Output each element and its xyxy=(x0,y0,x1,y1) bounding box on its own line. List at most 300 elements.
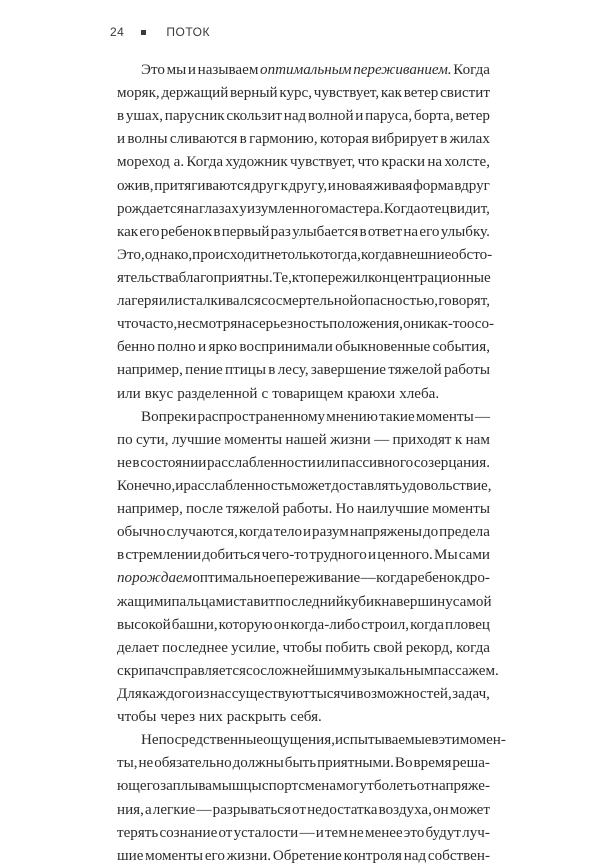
word: трудного xyxy=(309,547,367,564)
word: чего-то xyxy=(261,547,309,564)
word: внешние xyxy=(394,246,452,263)
word: нам xyxy=(465,431,490,448)
text-line xyxy=(117,822,490,845)
word: лесу, xyxy=(277,362,309,379)
word: нас xyxy=(209,685,232,702)
word: мнению xyxy=(326,408,378,425)
word: опасностью, xyxy=(357,293,439,310)
word: сознание xyxy=(159,824,218,841)
paragraph xyxy=(117,406,499,730)
word: быть xyxy=(284,755,317,772)
word: жизни. xyxy=(226,847,272,864)
running-head xyxy=(110,25,210,39)
text-line xyxy=(117,151,490,174)
word: к xyxy=(454,431,463,448)
word: на xyxy=(403,223,419,240)
word: живая xyxy=(373,177,413,194)
word: от xyxy=(416,778,431,795)
word: — xyxy=(299,824,315,841)
word: менее xyxy=(364,824,403,841)
word: реша- xyxy=(452,755,490,772)
word: и xyxy=(355,108,364,125)
word: моменты xyxy=(432,501,490,518)
word: дро- xyxy=(462,570,490,587)
word: в xyxy=(117,108,125,125)
word: глазах xyxy=(199,200,239,217)
word: в xyxy=(132,454,140,471)
text-line xyxy=(117,706,490,729)
word: на xyxy=(183,200,199,217)
word: ставит xyxy=(233,593,276,610)
word: — xyxy=(474,408,490,425)
text-line xyxy=(117,313,495,336)
word: них xyxy=(199,709,223,726)
word: Вопреки xyxy=(141,408,197,425)
word: должны xyxy=(232,755,284,772)
word: Конечно, xyxy=(117,477,176,494)
word: товарищем xyxy=(272,385,344,402)
word: чувствует, xyxy=(289,154,356,171)
word: вкус xyxy=(144,385,174,402)
word: и xyxy=(315,824,324,841)
word: вибрирует xyxy=(371,131,438,148)
word: верный xyxy=(230,85,278,102)
word: с xyxy=(261,385,269,402)
word: краски xyxy=(381,154,426,171)
word: пение xyxy=(185,362,223,379)
word: птицы xyxy=(225,362,267,379)
word: ярко xyxy=(208,339,238,356)
word: хлеба. xyxy=(399,385,440,402)
word: форма xyxy=(412,177,454,194)
word: когда xyxy=(376,570,410,587)
word: волны xyxy=(127,131,168,148)
word: или xyxy=(117,385,141,402)
word: вершину xyxy=(396,593,453,610)
word: время xyxy=(413,755,452,772)
word: видит, xyxy=(449,200,490,217)
word: сталкивался xyxy=(182,293,261,310)
word: заплыва xyxy=(160,778,212,795)
word: его xyxy=(204,847,225,864)
word: тем xyxy=(324,824,348,841)
word: переживанием. xyxy=(353,62,452,78)
word: осо- xyxy=(466,316,495,333)
word: Обретение xyxy=(272,847,342,864)
word: и xyxy=(327,177,336,194)
word: легкие xyxy=(152,801,196,818)
word: изумленного xyxy=(247,200,329,217)
word: в xyxy=(431,732,439,749)
word: высокой xyxy=(117,616,171,633)
word: тогда, xyxy=(323,246,361,263)
word: — xyxy=(374,431,390,448)
word: возможностей, xyxy=(356,685,452,702)
word: чтобы xyxy=(117,709,157,726)
word: от xyxy=(218,824,233,841)
text-line xyxy=(117,614,490,637)
word: несмотря xyxy=(177,316,238,333)
word: только xyxy=(281,246,324,263)
word: или xyxy=(316,454,341,471)
word: жилах xyxy=(449,131,490,148)
word: и xyxy=(187,62,196,78)
word: со xyxy=(245,662,261,679)
book-title: ПОТОК xyxy=(166,25,210,39)
word: события, xyxy=(432,339,490,356)
word: на xyxy=(427,154,443,171)
word: его xyxy=(419,223,440,240)
word: Когда xyxy=(453,62,490,78)
word: Для xyxy=(117,685,142,702)
word: могут xyxy=(336,778,374,795)
word: разум xyxy=(312,524,349,541)
text-line xyxy=(117,799,490,822)
text-line xyxy=(117,775,490,798)
word: моряк, xyxy=(117,85,160,102)
text-line xyxy=(117,683,490,706)
word: усилие, xyxy=(231,639,280,656)
word: обычно xyxy=(117,524,166,541)
word: обязательно xyxy=(154,755,232,772)
word: вдруг xyxy=(454,177,490,194)
word: к xyxy=(280,177,288,194)
word: Мы xyxy=(434,547,458,564)
word: у xyxy=(239,200,247,217)
word: через xyxy=(160,709,196,726)
word: разделенной xyxy=(177,385,258,402)
word: когда xyxy=(456,639,490,656)
text-line xyxy=(117,567,490,590)
word: в xyxy=(268,362,276,379)
word: задач, xyxy=(452,685,490,702)
word: раз xyxy=(270,223,291,240)
word: например, xyxy=(117,362,183,379)
word: смертельной xyxy=(275,293,358,310)
word: распространенному xyxy=(197,408,326,425)
word: чувствует, xyxy=(313,85,380,102)
word: музыкальным xyxy=(344,662,434,679)
word: сути, xyxy=(135,431,169,448)
word: или xyxy=(158,293,183,310)
word: лучшие xyxy=(171,431,221,448)
word: ответ xyxy=(367,223,403,240)
word: скрипач xyxy=(117,662,169,679)
text-line xyxy=(117,128,490,151)
word: притягиваются xyxy=(154,177,251,194)
word: разрываться xyxy=(212,801,291,818)
word: напряжены xyxy=(349,524,423,541)
word: случаются, xyxy=(166,524,238,541)
word: оптимальное xyxy=(192,570,276,587)
word: ния, xyxy=(117,801,144,818)
word: когда xyxy=(360,246,395,263)
word: как xyxy=(117,223,139,240)
word: тело xyxy=(273,524,303,541)
word: работы xyxy=(443,362,490,379)
word: не xyxy=(266,246,282,263)
word: моменты xyxy=(415,408,474,425)
word: краюхи xyxy=(347,385,396,402)
word: и xyxy=(198,339,207,356)
word: самой xyxy=(452,593,492,610)
word: называем xyxy=(197,62,259,78)
word: улыбается xyxy=(292,223,359,240)
word: бенно xyxy=(117,339,155,356)
word: оптимальным xyxy=(260,62,352,78)
word: из xyxy=(195,685,210,702)
word: после xyxy=(185,501,223,518)
word: может xyxy=(291,477,332,494)
word: последнее xyxy=(162,639,228,656)
word: ющего xyxy=(117,778,160,795)
word: обсто- xyxy=(451,246,493,263)
word: Это xyxy=(141,62,165,78)
word: ощущения, xyxy=(263,732,335,749)
text-line xyxy=(117,475,490,498)
word: он xyxy=(273,616,290,633)
word: приятными. xyxy=(317,755,394,772)
word: существуют xyxy=(231,685,310,702)
word: напряже- xyxy=(430,778,490,795)
text-line xyxy=(117,591,490,614)
text-line xyxy=(117,752,490,775)
word: рождается xyxy=(117,200,184,217)
text-line xyxy=(117,429,490,452)
word: не xyxy=(348,824,364,841)
word: они xyxy=(403,316,427,333)
word: другу, xyxy=(288,177,328,194)
word: Но xyxy=(335,501,354,518)
body-text xyxy=(117,59,506,868)
word: и xyxy=(117,131,126,148)
word: это xyxy=(403,824,425,841)
word: когда-либо xyxy=(290,616,361,633)
word: паруса, xyxy=(365,108,413,125)
word: порождаем xyxy=(117,570,192,587)
word: моменты xyxy=(145,847,204,864)
word: будут xyxy=(425,824,461,841)
word: предела xyxy=(439,524,490,541)
word: Когда xyxy=(186,154,224,171)
word: пережил xyxy=(312,269,368,286)
text-line xyxy=(117,267,490,290)
text-line xyxy=(117,336,490,359)
word: ожив, xyxy=(117,177,154,194)
word: Те, xyxy=(272,269,292,286)
word: борта, xyxy=(413,108,454,125)
text-line xyxy=(117,521,490,544)
word: в xyxy=(359,223,367,240)
word: усталости xyxy=(233,824,299,841)
text-line xyxy=(117,637,490,660)
word: однако, xyxy=(144,246,193,263)
word: наилучшие xyxy=(357,501,429,518)
word: говорят, xyxy=(438,293,490,310)
word: ты, xyxy=(117,755,138,772)
word: которую xyxy=(218,616,273,633)
word: Это, xyxy=(117,246,145,263)
word: ветер xyxy=(455,108,490,125)
word: серьезность xyxy=(252,316,330,333)
word: кубик xyxy=(343,593,382,610)
word: мы xyxy=(166,62,187,78)
word: добиться xyxy=(202,547,261,564)
word: гармонию, xyxy=(249,131,318,148)
word: кто xyxy=(291,269,313,286)
word: держащий xyxy=(161,85,229,102)
word: от xyxy=(292,801,306,818)
word: состоянии xyxy=(140,454,207,471)
word: художник xyxy=(225,154,288,171)
word: что xyxy=(357,154,380,171)
word: улыбку. xyxy=(440,223,490,240)
word: переживание xyxy=(276,570,361,587)
word: в xyxy=(239,131,247,148)
word: расслабленность xyxy=(183,477,292,494)
text-line xyxy=(117,729,506,752)
word: свой xyxy=(373,639,403,656)
word: спортсмена xyxy=(261,778,337,795)
word: стремлении xyxy=(125,547,202,564)
word: пловец xyxy=(445,616,490,633)
word: парусник xyxy=(164,108,225,125)
word: контроля xyxy=(343,847,402,864)
word: ребенок xyxy=(160,223,213,240)
word: в xyxy=(117,547,125,564)
word: недостатка xyxy=(307,801,378,818)
word: концентрационные xyxy=(367,269,491,286)
word: свистит xyxy=(440,85,490,102)
text-line xyxy=(117,59,490,82)
word: по xyxy=(117,431,133,448)
word: ушах, xyxy=(125,108,164,125)
word: он xyxy=(433,801,449,818)
word: часто, xyxy=(138,316,178,333)
word: и xyxy=(175,477,184,494)
word: раскрыть xyxy=(226,709,287,726)
word: сложнейшим xyxy=(260,662,345,679)
word: пассажем. xyxy=(433,662,499,679)
word: пассивного xyxy=(340,454,414,471)
text-line xyxy=(117,221,490,244)
word: такие xyxy=(379,408,415,425)
word: моменты xyxy=(224,431,283,448)
word: и xyxy=(367,547,377,564)
word: Во xyxy=(394,755,413,772)
word: не xyxy=(117,454,132,471)
word: отец xyxy=(420,200,450,217)
word: доставлять xyxy=(331,477,402,494)
word: что xyxy=(117,316,139,333)
word: тысячи xyxy=(309,685,357,702)
word: например, xyxy=(117,501,183,518)
word: первый xyxy=(221,223,270,240)
word: завершение xyxy=(310,362,386,379)
word: курс, xyxy=(279,85,313,102)
word: со xyxy=(261,293,276,310)
word: строил, xyxy=(361,616,410,633)
word: жизни xyxy=(330,431,371,448)
word: холсте, xyxy=(444,154,490,171)
word: созерцания. xyxy=(413,454,490,471)
word: новая xyxy=(336,177,373,194)
word: и xyxy=(303,524,312,541)
word: сливаются xyxy=(169,131,238,148)
word: когда xyxy=(238,524,273,541)
text-line xyxy=(117,452,490,475)
page-number: 24 xyxy=(110,25,125,39)
text-line xyxy=(117,105,490,128)
word: над xyxy=(283,108,307,125)
word: Когда xyxy=(383,200,421,217)
word: тяжелой xyxy=(388,362,442,379)
word: мореход а. xyxy=(117,154,185,171)
word: ребенок xyxy=(410,570,462,587)
word: ятельства xyxy=(117,269,179,286)
word: — xyxy=(196,801,212,818)
text-line xyxy=(117,359,490,382)
word: Непосредственные xyxy=(141,732,264,749)
word: мастера. xyxy=(329,200,384,217)
word: тяжелой xyxy=(226,501,280,518)
word: пальцами xyxy=(171,593,234,610)
word: собствен- xyxy=(427,847,490,864)
text-line xyxy=(117,198,490,221)
text-line xyxy=(117,845,490,868)
word: испытываемые xyxy=(334,732,432,749)
word: работы. xyxy=(282,501,333,518)
word: как-то xyxy=(426,316,467,333)
word: друг xyxy=(251,177,280,194)
word: скользит xyxy=(226,108,283,125)
word: сами xyxy=(458,547,490,564)
word: — xyxy=(360,570,376,587)
text-line xyxy=(117,660,499,683)
word: терять xyxy=(117,824,159,841)
word: справляется xyxy=(168,662,246,679)
word: эти xyxy=(438,732,460,749)
word: полно xyxy=(157,339,196,356)
text-line xyxy=(117,82,490,105)
paragraph xyxy=(117,59,495,406)
word: последний xyxy=(275,593,344,610)
word: может xyxy=(449,801,490,818)
text-line xyxy=(117,544,490,567)
word: когда xyxy=(410,616,445,633)
word: себя. xyxy=(290,709,322,726)
word: нашей xyxy=(285,431,327,448)
word: воздуха, xyxy=(378,801,432,818)
word: на xyxy=(237,316,253,333)
word: его xyxy=(139,223,160,240)
text-line xyxy=(117,383,490,406)
word: момен- xyxy=(459,732,506,749)
word: ценного. xyxy=(377,547,433,564)
word: над xyxy=(403,847,427,864)
word: не xyxy=(138,755,154,772)
word: воспринимали xyxy=(239,339,333,356)
word: чтобы xyxy=(282,639,323,656)
word: луч- xyxy=(462,824,490,841)
text-line xyxy=(117,498,490,521)
word: до xyxy=(422,524,439,541)
text-line xyxy=(117,175,490,198)
word: обыкновенные xyxy=(335,339,431,356)
word: расслабленности xyxy=(207,454,316,471)
word: а xyxy=(144,801,152,818)
word: болеть xyxy=(373,778,417,795)
